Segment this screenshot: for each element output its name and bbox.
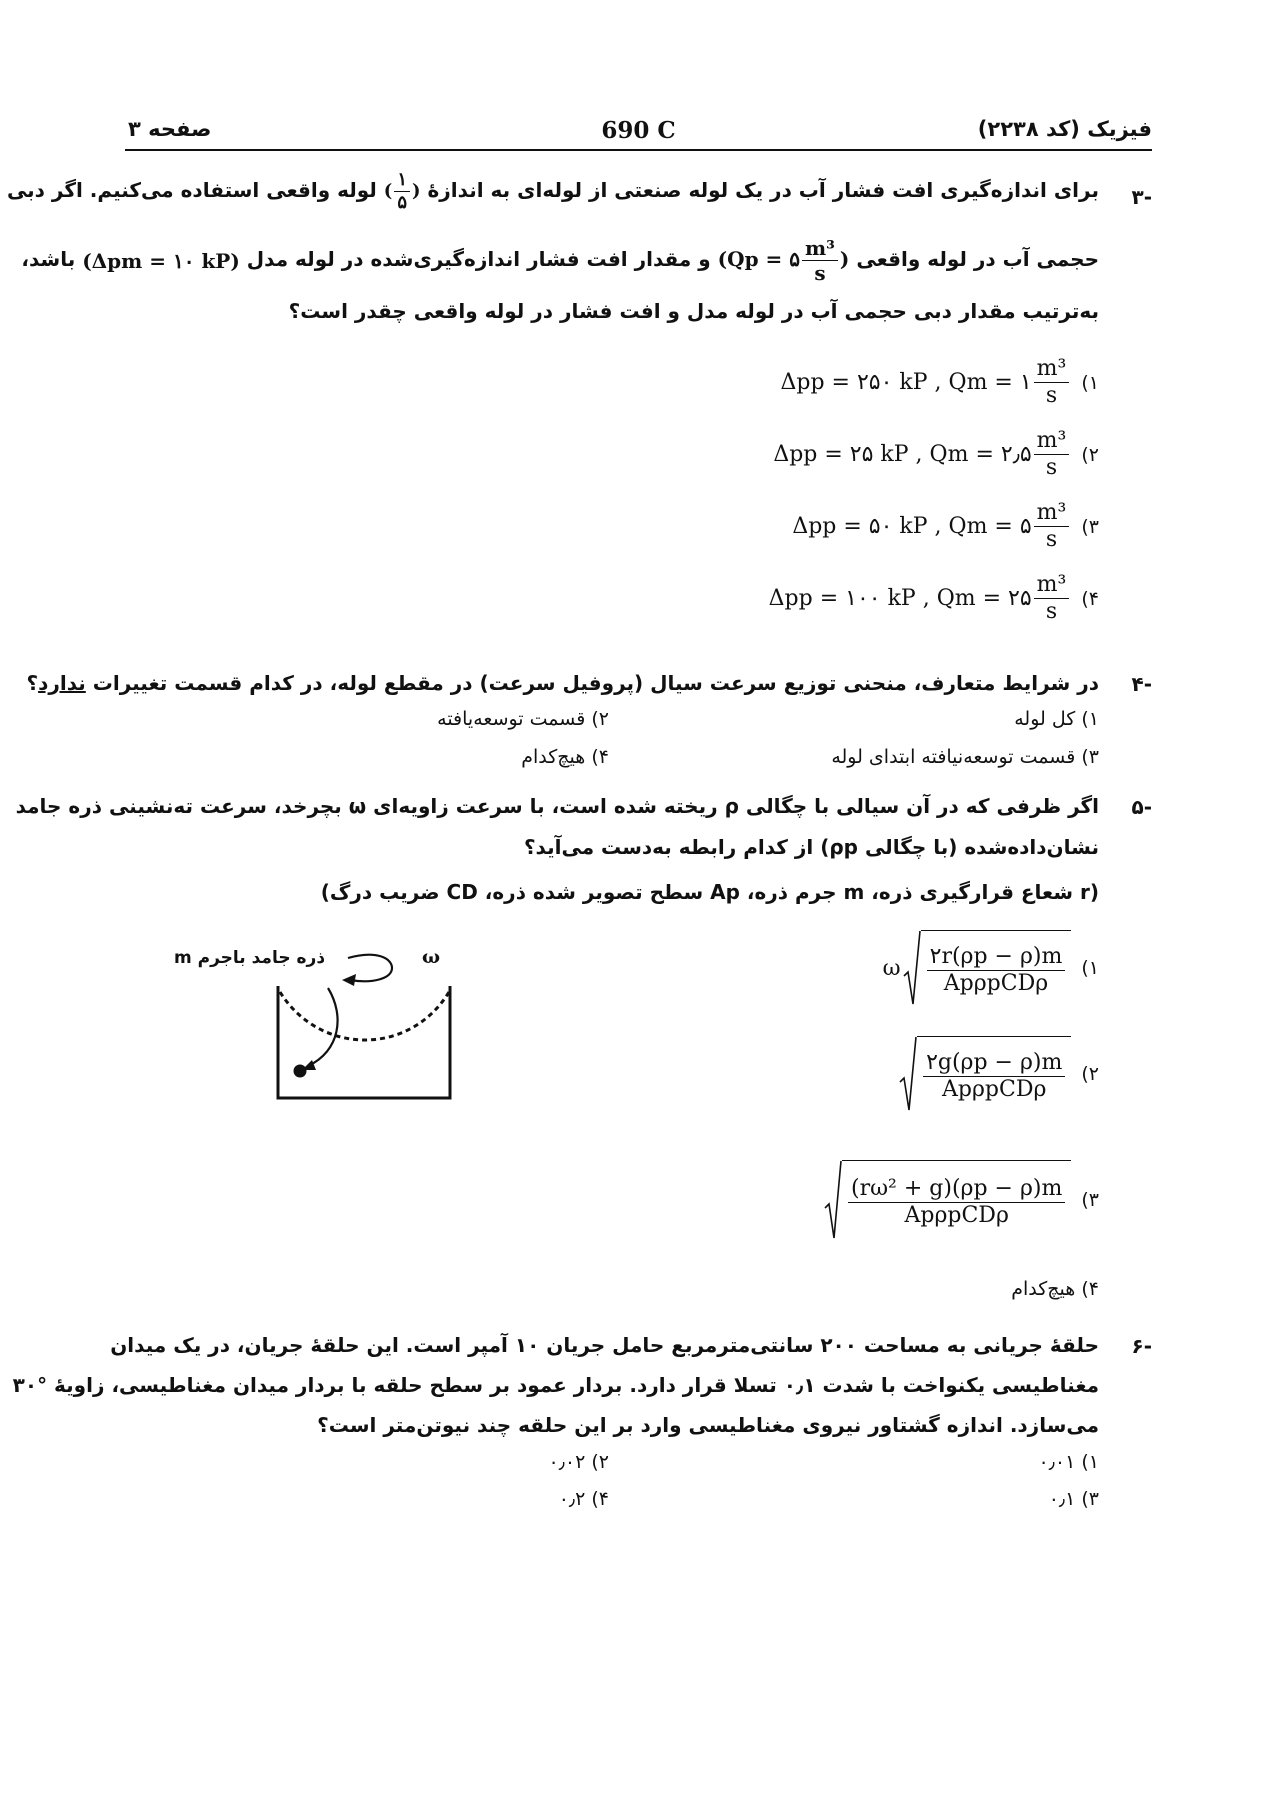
question-5-option-4[interactable]: ۴) هیچ‌کدام (1011, 1278, 1099, 1300)
question-4-line-1: در شرایط متعارف، منحنی توزیع سرعت سیال (پروفیل سرعت) در مقطع لوله، در کدام قسمت تغییرات ندارد؟ (26, 671, 1099, 695)
question-3-number: -۳ (1131, 185, 1152, 209)
question-6-option-4[interactable]: ۴) ۰٫۲ (558, 1488, 609, 1510)
solid-particle (294, 1065, 307, 1078)
container-walls (278, 986, 450, 1098)
question-3-line-3: به‌ترتیب مقدار دبی حجمی آب در لوله مدل و افت فشار در لوله واقعی چقدر است؟ (288, 299, 1099, 323)
question-4-option-1[interactable]: ۱) کل لوله (1014, 708, 1099, 730)
question-5-number: -۵ (1131, 795, 1152, 819)
dpm-formula: (Δpm = ۱۰ kP) (82, 248, 240, 273)
question-4-option-2[interactable]: ۲) قسمت توسعه‌یافته (437, 708, 609, 730)
exam-code: 690 C (601, 117, 676, 144)
question-6-number: -۶ (1131, 1334, 1152, 1358)
question-3-option-2[interactable]: ۲) Δpp = ۲۵ kP , Qm = ۲٫۵ $\frac{\text{m³}}{s}$ (773, 428, 1099, 480)
question-5-line-2: نشان‌داده‌شده (با چگالی ρp) از کدام رابطه به‌دست می‌آید؟ (523, 835, 1099, 859)
rotating-container-diagram (170, 946, 480, 1126)
question-3-option-1[interactable]: ۱) Δpp = ۲۵۰ kP , Qm = ۱ $\frac{\text{m³}}{s}$ (780, 356, 1099, 408)
free-surface-curve (280, 992, 449, 1040)
question-5-line-3: (r شعاع قرارگیری ذره، m جرم ذره، Ap سطح تصویر شده ذره، CD ضریب درگ) (320, 880, 1099, 904)
ratio-fraction: ( $\frac{۱}{۵}$ ) (383, 169, 421, 213)
particle-label: ذره جامد باجرم m (174, 948, 326, 968)
question-6-option-2[interactable]: ۲) ۰٫۰۲ (548, 1451, 609, 1473)
question-5-line-1: اگر ظرفی که در آن سیالی با چگالی ρ ریخته شده است، با سرعت زاویه‌ای ω بچرخد، سرعت ته‌نشینی ذره جامد (15, 794, 1099, 818)
subject-label: فیزیک (کد ۲۲۳۸) (977, 117, 1152, 141)
question-4-option-4[interactable]: ۴) هیچ‌کدام (521, 746, 609, 768)
qp-formula: (Qp = ۵ $\frac{\text{m³}}{s}$ ) (717, 236, 850, 285)
page-number: صفحه ۳ (128, 117, 212, 141)
omega-label: ω (422, 946, 441, 968)
rotation-arrowhead (342, 974, 356, 986)
particle-arrow (308, 988, 338, 1066)
question-3-line-1: برای اندازه‌گیری افت فشار آب در یک لوله صنعتی از لوله‌ای به اندازهٔ ( $\frac{۱}{۵}$ ) لوله واقعی استفاده می‌کنیم. اگر دبی (6, 169, 1099, 213)
header-divider (125, 149, 1152, 151)
question-4-option-3[interactable]: ۳) قسمت توسعه‌نیافته ابتدای لوله (831, 746, 1099, 768)
question-6-line-3: می‌سازد. اندازه گشتاور نیروی مغناطیسی وارد بر این حلقه چند نیوتن‌متر است؟ (317, 1413, 1099, 1437)
question-5-option-2[interactable]: ۲) $\frac{۲g(\rho p - \rho)m}{\text{ApρpCDρ}}$ (899, 1036, 1099, 1112)
question-3-line-2: حجمی آب در لوله واقعی (Qp = ۵ $\frac{\text{m³}}{s}$ ) و مقدار افت فشار اندازه‌گیری‌شده در لوله مدل (Δpm = ۱۰ kP) باشد، (21, 236, 1099, 285)
question-5-option-1[interactable]: ۱) ω $\frac{۲r(\rho p - \rho)m}{\text{ApρpCDρ}}$ (883, 930, 1099, 1006)
question-6-line-1: حلقهٔ جریانی به مساحت ۲۰۰ سانتی‌مترمربع حامل جریان ۱۰ آمپر است. این حلقهٔ جریان، در یک میدان (110, 1333, 1099, 1357)
question-6-option-1[interactable]: ۱) ۰٫۰۱ (1038, 1451, 1099, 1473)
question-6-line-2: مغناطیسی یکنواخت با شدت ۰٫۱ تسلا قرار دارد. بردار عمود بر سطح حلقه با بردار میدان مغناطیسی، زاویهٔ °۳۰ (12, 1373, 1099, 1397)
question-5-option-3[interactable]: ۳) $\frac{\text{(rω² + g)(ρp − ρ)m}}{\text{ApρpCDρ}}$ (824, 1160, 1099, 1240)
question-3-option-4[interactable]: ۴) Δpp = ۱۰۰ kP , Qm = ۲۵ $\frac{\text{m³}}{s}$ (768, 572, 1099, 624)
question-6-option-3[interactable]: ۳) ۰٫۱ (1048, 1488, 1099, 1510)
question-3-option-3[interactable]: ۳) Δpp = ۵۰ kP , Qm = ۵ $\frac{\text{m³}}{s}$ (792, 500, 1099, 552)
question-4-number: -۴ (1131, 672, 1152, 696)
container-drawing (170, 946, 480, 1126)
